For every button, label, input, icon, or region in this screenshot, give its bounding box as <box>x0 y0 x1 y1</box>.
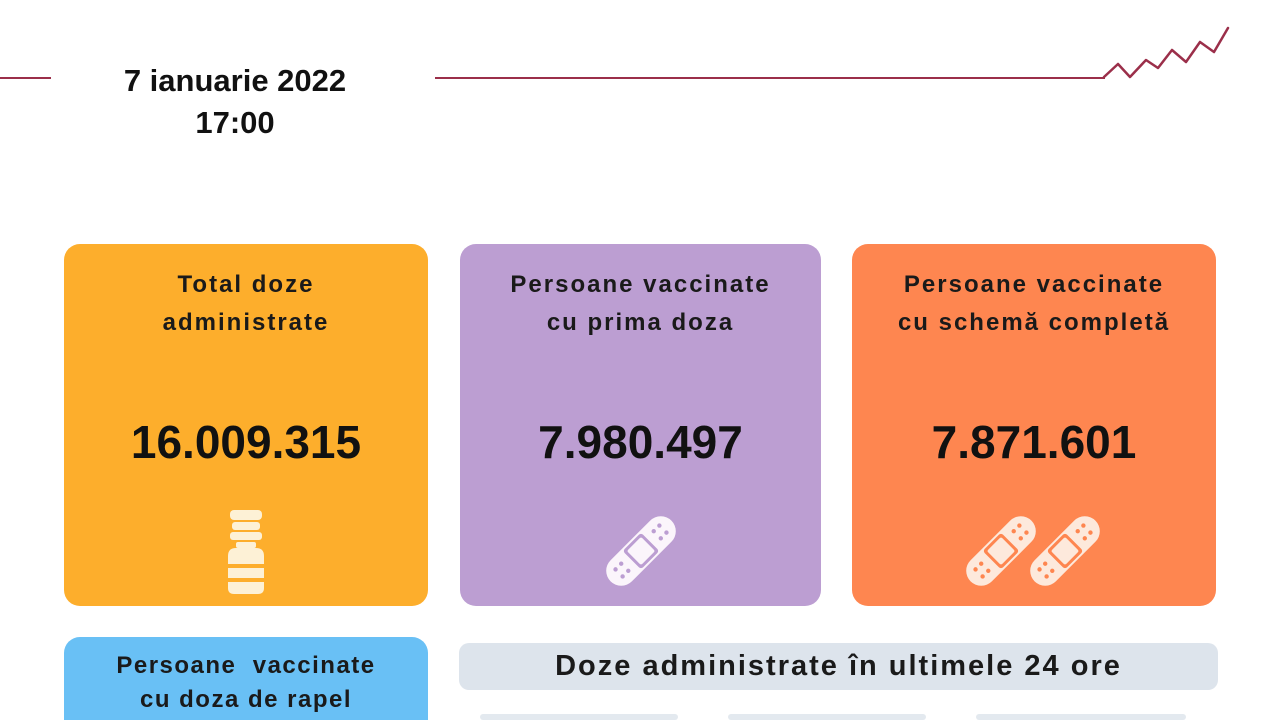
header-line-left <box>0 77 51 79</box>
card-full-scheme <box>852 244 1216 606</box>
sub-box-1 <box>480 714 678 720</box>
two-bandages-icon <box>956 506 1116 596</box>
card-booster-dose <box>64 637 428 720</box>
card-first-dose <box>460 244 821 606</box>
report-datetime <box>90 60 380 144</box>
sub-box-3 <box>976 714 1186 720</box>
sub-box-2 <box>728 714 926 720</box>
card-total-doses <box>64 244 428 606</box>
card-title: Total doze administrate <box>162 271 330 336</box>
report-date: 7 ianuarie 2022 <box>123 63 347 98</box>
header-line-right <box>435 77 1105 79</box>
card-value: 16.009.315 <box>130 416 362 468</box>
last-24h-banner: Doze administrate în ultimele 24 ore <box>459 643 1218 690</box>
bandage-icon <box>596 506 686 596</box>
card-title: Persoane vaccinate cu prima doza <box>510 271 771 336</box>
card-value: 7.871.601 <box>931 416 1137 468</box>
card-title: Persoane vaccinate cu doza de rapel <box>116 652 376 713</box>
card-title: Persoane vaccinate cu schemă completă <box>897 271 1171 336</box>
card-value: 7.980.497 <box>538 416 743 468</box>
vaccine-vial-icon <box>224 508 268 596</box>
report-time: 17:00 <box>195 105 275 140</box>
trend-up-icon <box>1100 22 1232 86</box>
